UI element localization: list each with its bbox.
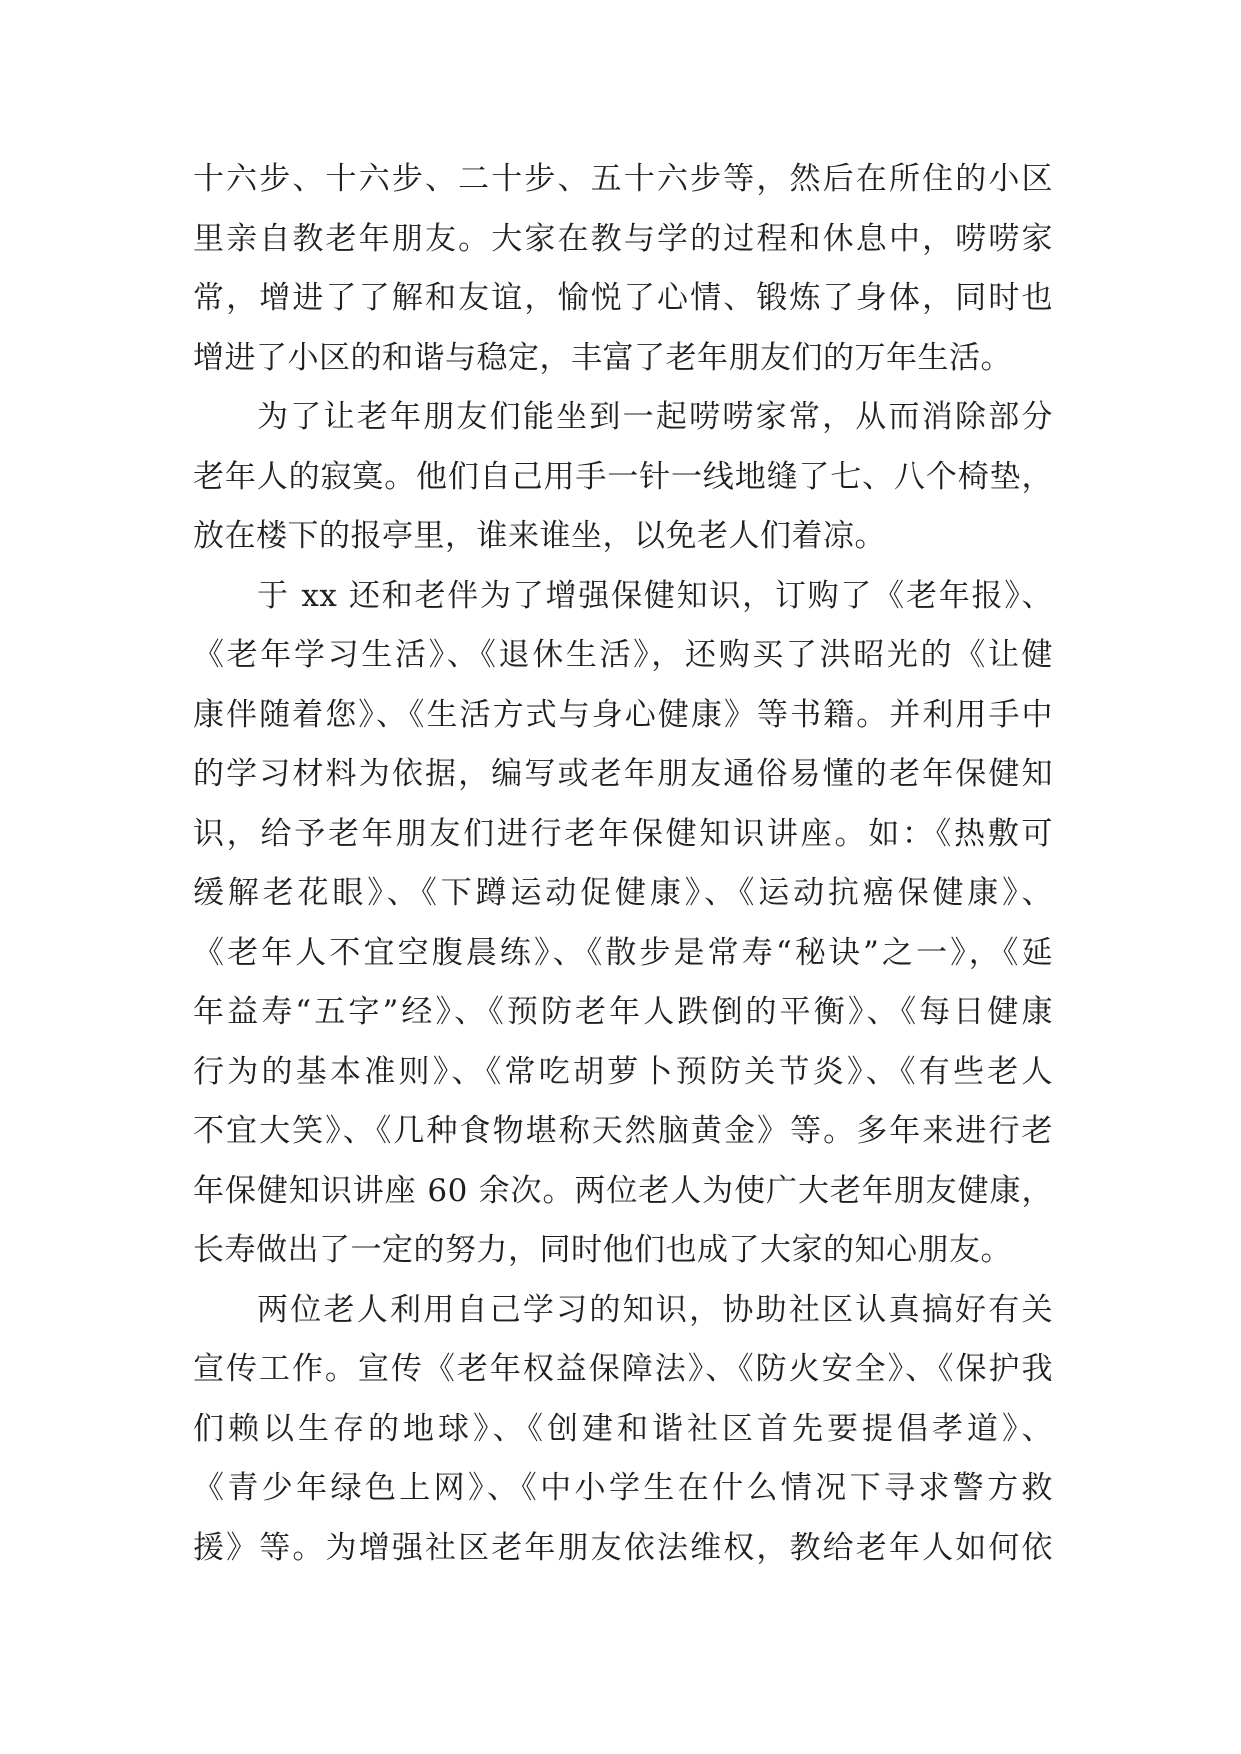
text-line: 识，给予老年朋友们进行老年保健知识讲座。如：《热敷可 (193, 815, 1053, 852)
paragraph-first-line: 为了让老年朋友们能坐到一起唠唠家常，从而消除部分 (257, 399, 1053, 435)
text-line: 行为的基本准则》、《常吃胡萝卜预防关节炎》、《有些老人 (193, 1053, 1053, 1090)
text-line: 《青少年绿色上网》、《中小学生在什么情况下寻求警方救 (193, 1470, 1053, 1506)
text-line: 十六步、十六步、二十步、五十六步等，然后在所住的小区 (193, 161, 1053, 197)
text-line: 里亲自教老年朋友。大家在教与学的过程和休息中，唠唠家 (193, 220, 1053, 257)
text-line: 年保健知识讲座 60 余次。两位老人为使广大老年朋友健康， (193, 1172, 1053, 1209)
text-line: 《老年人不宜空腹晨练》、《散步是常寿“秘诀”之一》，《延 (193, 934, 1053, 971)
text-line: 增进了小区的和谐与稳定，丰富了老年朋友们的万年生活。 (193, 339, 1012, 376)
text-line: 缓解老花眼》、《下蹲运动促健康》、《运动抗癌保健康》、 (193, 875, 1053, 911)
text-line: 不宜大笑》、《几种食物堪称天然脑黄金》等。多年来进行老 (193, 1113, 1053, 1149)
document-body (193, 150, 1053, 1578)
text-line: 的学习材料为依据，编写或老年朋友通俗易懂的老年保健知 (193, 756, 1053, 792)
text-line: 放在楼下的报亭里，谁来谁坐，以免老人们着凉。 (193, 518, 886, 554)
text-line: 们赖以生存的地球》、《创建和谐社区首先要提倡孝道》、 (193, 1410, 1053, 1447)
text-line: 年益寿“五字”经》、《预防老年人跌倒的平衡》、《每日健康 (193, 994, 1053, 1030)
text-line: 康伴随着您》、《生活方式与身心健康》等书籍。并利用手中 (193, 696, 1053, 733)
text-line: 援》等。为增强社区老年朋友依法维权，教给老年人如何依 (193, 1529, 1053, 1566)
paragraph-first-line: 于 xx 还和老伴为了增强保健知识，订购了《老年报》、 (257, 577, 1053, 614)
paragraph-first-line: 两位老人利用自己学习的知识，协助社区认真搞好有关 (257, 1291, 1053, 1328)
text-line: 常，增进了了解和友谊，愉悦了心情、锻炼了身体，同时也 (193, 280, 1053, 316)
text-line: 《老年学习生活》、《退休生活》，还购买了洪昭光的《让健 (193, 637, 1053, 673)
text-line: 宣传工作。宣传《老年权益保障法》、《防火安全》、《保护我 (193, 1351, 1053, 1387)
text-line: 老年人的寂寞。他们自己用手一针一线地缝了七、八个椅垫， (193, 458, 1053, 495)
text-line: 长寿做出了一定的努力，同时他们也成了大家的知心朋友。 (193, 1232, 1012, 1268)
